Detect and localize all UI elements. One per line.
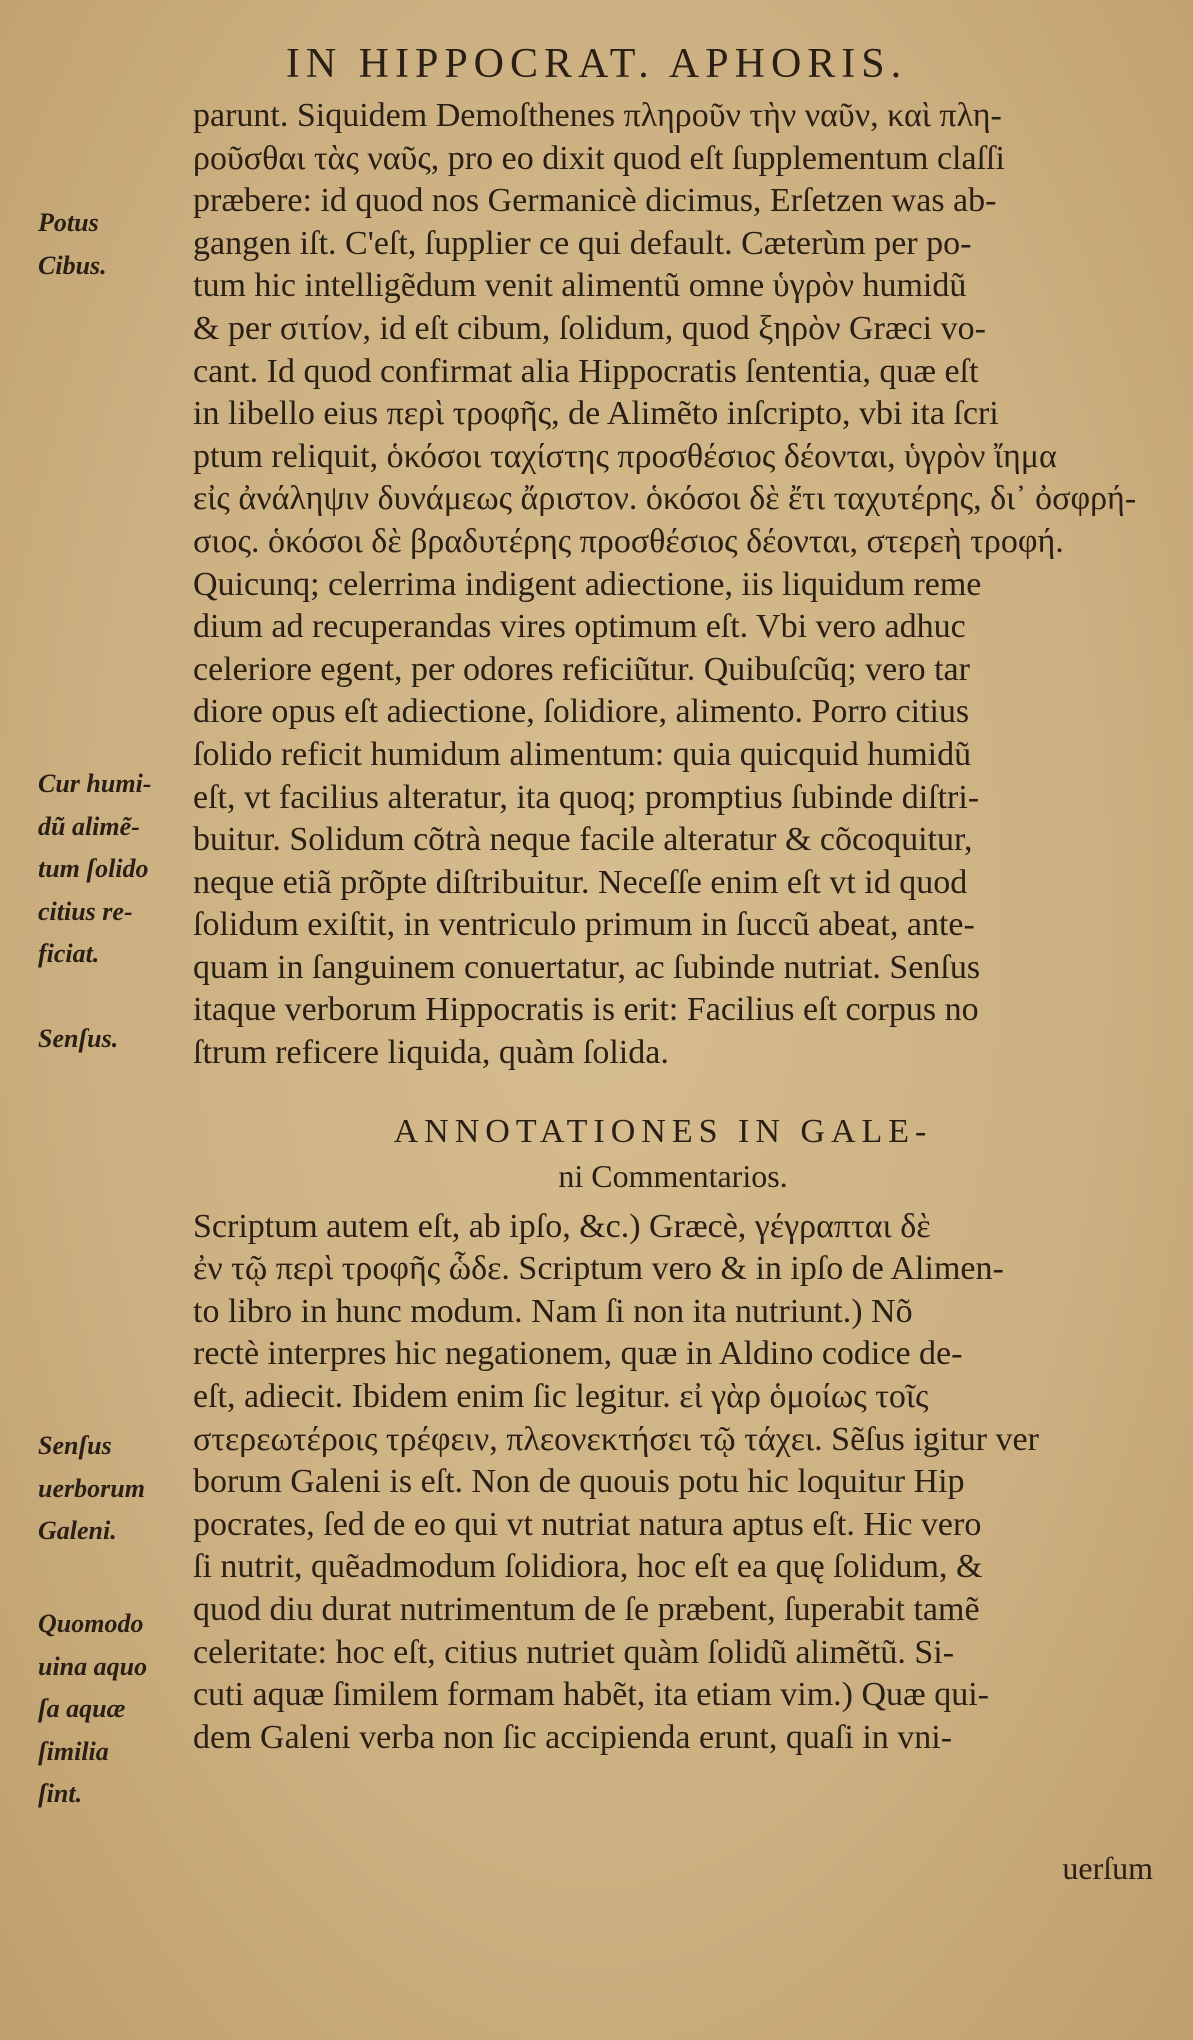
text-line: diore opus eſt adiectione, ſolidiore, alimento. Porro citius bbox=[193, 693, 970, 731]
margin-note-line: tum ſolido bbox=[38, 854, 149, 884]
text-line: Quicunq; celerrima indigent adiectione, iis liquidum reme bbox=[193, 565, 982, 603]
text-line: tum hic intelligẽdum venit alimentũ omne ὑγρὸν humidũ bbox=[193, 267, 967, 305]
text-line: ἐν τῷ περὶ τροφῆς ὧδε. Scriptum vero & in ipſo de Alimen- bbox=[193, 1250, 1004, 1288]
margin-note-line: uina aquo bbox=[38, 1651, 148, 1681]
margin-note-line: Cibus. bbox=[38, 250, 107, 280]
text-line: dem Galeni verba non ſic accipienda erunt, quaſi in vni- bbox=[193, 1718, 953, 1756]
text-line: quod diu durat nutrimentum de ſe præbent, ſuperabit tamẽ bbox=[193, 1591, 980, 1628]
text-line: ſolido reficit humidum alimentum: quia quicquid humidũ bbox=[193, 735, 972, 773]
text-line: celeriore egent, per odores reficiũtur. Quibuſcũq; vero tar bbox=[193, 650, 970, 688]
margin-note-potus-cibus bbox=[38, 202, 188, 287]
text-line: itaque verborum Hippocratis is erit: Facilius eſt corpus no bbox=[193, 991, 979, 1029]
text-line: ſi nutrit, quẽadmodum ſolidiora, hoc eſt ea quę ſolidum, & bbox=[193, 1548, 983, 1586]
text-line: eſt, adiecit. Ibidem enim ſic legitur. εἰ γὰρ ὁμοίως τοῖς bbox=[193, 1378, 929, 1416]
margin-note-sensus bbox=[38, 1018, 188, 1061]
text-line: quam in ſanguinem conuertatur, ac ſubinde nutriat. Senſus bbox=[193, 948, 981, 986]
annotations-paragraph bbox=[193, 1206, 1153, 1760]
margin-note-cur-humidum bbox=[38, 763, 188, 976]
text-line: gangen iſt. C'eſt, ſupplier ce qui default. Cæterùm per po- bbox=[193, 224, 972, 262]
annotations-subheading: ni Commentarios. bbox=[558, 1157, 788, 1194]
text-line: cant. Id quod confirmat alia Hippocratis ſententia, quæ eſt bbox=[193, 352, 979, 390]
main-text bbox=[193, 95, 1153, 1759]
margin-note-line: Quomodo bbox=[38, 1609, 144, 1638]
margin-note-line: dũ alimẽ- bbox=[38, 811, 140, 841]
text-line: eſt, vt facilius alteratur, ita quoq; promptius ſubinde diſtri- bbox=[193, 778, 980, 816]
text-line: parunt. Siquidem Demoſthenes πληροῦν τὴν ναῦν, καὶ πλη- bbox=[193, 97, 1002, 134]
text-line: ροῦσθαι τὰς ναῦς, pro eo dixit quod eſt ſupplementum claſſi bbox=[193, 139, 1005, 177]
text-line: cuti aquæ ſimilem formam habẽt, ita etiam vim.) Quæ qui- bbox=[193, 1676, 989, 1714]
margin-note-sensus-galeni bbox=[38, 1425, 188, 1553]
margin-note-line: ficiat. bbox=[38, 939, 100, 969]
text-line: to libro in hunc modum. Nam ſi non ita nutriunt.) Nõ bbox=[193, 1292, 913, 1330]
margin-note-line: Cur humi- bbox=[38, 769, 152, 798]
text-line: ſtrum reficere liquida, quàm ſolida. bbox=[193, 1034, 669, 1072]
running-header: IN HIPPOCRAT. APHORIS. bbox=[285, 41, 908, 87]
margin-note-line: Potus bbox=[38, 208, 99, 237]
text-line: celeritate: hoc eſt, citius nutriet quàm ſolidũ alimẽtũ. Si- bbox=[193, 1633, 955, 1671]
margin-note-quomodo bbox=[38, 1603, 188, 1816]
margin-note-line: Senſus bbox=[38, 1431, 112, 1460]
text-line: & per σιτίον, id eſt cibum, ſolidum, quod ξηρὸν Græci vo- bbox=[193, 309, 986, 347]
text-line: buitur. Solidum cõtrà neque facile alteratur & cõcoquitur, bbox=[193, 821, 973, 859]
text-line: rectè interpres hic negationem, quæ in Aldino codice de- bbox=[193, 1335, 963, 1373]
commentary-paragraph bbox=[193, 95, 1153, 1075]
margin-note-line: Galeni. bbox=[38, 1516, 117, 1546]
margin-note-line: uerborum bbox=[38, 1473, 145, 1503]
text-line: στερεωτέροις τρέφειν, πλεονεκτήσει τῷ τάχει. Sẽſus igitur ver bbox=[193, 1420, 1039, 1458]
text-line: εἰς ἀνάληψιν δυνάμεως ἄριστον. ὁκόσοι δὲ ἔτι ταχυτέρης, δι᾽ ὀσφρή- bbox=[193, 480, 1137, 518]
margin-note-line: citius re- bbox=[38, 896, 133, 926]
text-line: præbere: id quod nos Germanicè dicimus, Erſetzen was ab- bbox=[193, 182, 997, 220]
text-line: in libello eius περὶ τροφῆς, de Alimẽto inſcripto, vbi ita ſcri bbox=[193, 395, 999, 433]
text-line: σιος. ὁκόσοι δὲ βραδυτέρης προσθέσιος δέονται, στερεὴ τροφή. bbox=[193, 522, 1064, 560]
text-line: ptum reliquit, ὁκόσοι ταχίστης προσθέσιος δέονται, ὑγρὸν ἴημα bbox=[193, 437, 1057, 475]
text-line: Scriptum autem eſt, ab ipſo, &c.) Græcè, γέγραπται δὲ bbox=[193, 1207, 931, 1245]
annotations-heading: ANNOTATIONES IN GALE- bbox=[393, 1112, 933, 1150]
text-line: ſolidum exiſtit, in ventriculo primum in ſuccũ abeat, ante- bbox=[193, 906, 975, 944]
text-line: neque etiã prõpte diſtribuitur. Neceſſe enim eſt vt id quod bbox=[193, 863, 968, 901]
text-line: dium ad recuperandas vires optimum eſt. Vbi vero adhuc bbox=[193, 608, 966, 646]
margin-note-line: ſint. bbox=[38, 1779, 83, 1809]
margin-note-line: ſa aquæ bbox=[38, 1694, 126, 1724]
margin-note-line: Senſus. bbox=[38, 1024, 119, 1053]
text-line: borum Galeni is eſt. Non de quouis potu hic loquitur Hip bbox=[193, 1463, 965, 1501]
catchword: uerſum bbox=[1062, 1850, 1153, 1886]
text-line: pocrates, ſed de eo qui vt nutriat natura aptus eſt. Hic vero bbox=[193, 1505, 982, 1543]
margin-note-line: ſimilia bbox=[38, 1736, 109, 1766]
